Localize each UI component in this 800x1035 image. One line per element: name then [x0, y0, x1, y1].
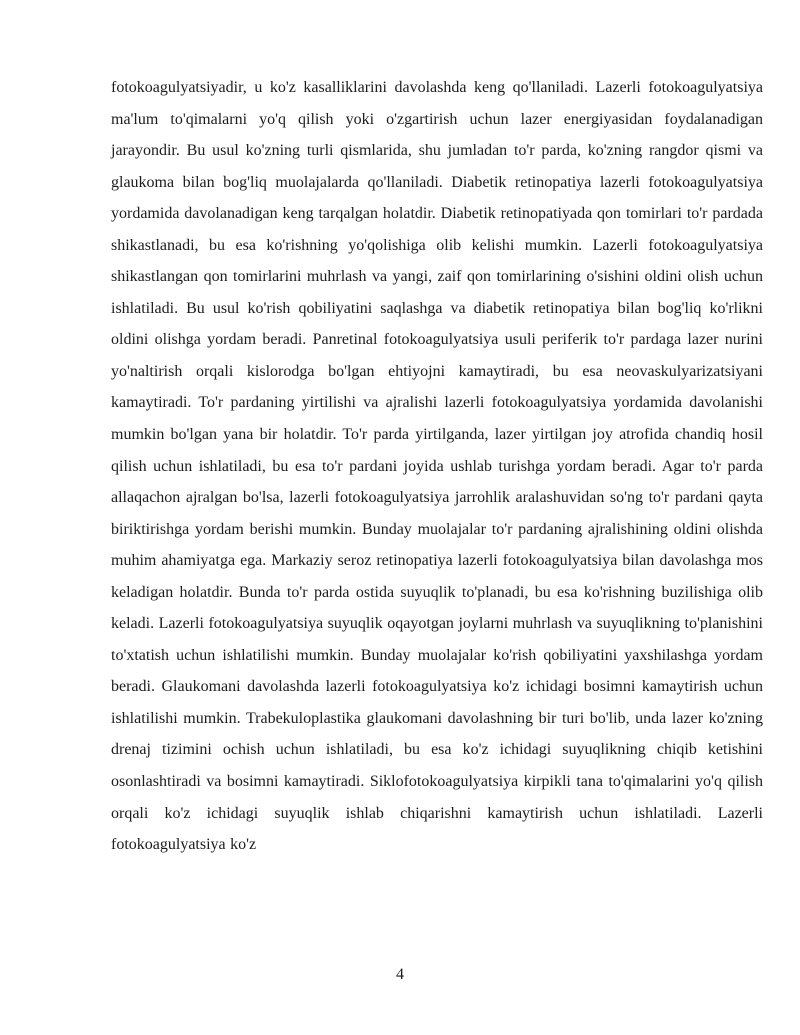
body-paragraph: fotokoagulyatsiyadir, u ko'z kasalliklarini davolashda keng qo'llaniladi. Lazerli fotokoagulyatsiya ma'lum to'qimalarni yo'q qilish yoki o'zgartirish uchun lazer energiyasidan foydalanadigan jarayondir. Bu usul ko'zning turli qismlarida, shu jumladan to'r parda, ko'zning rangdor qismi va glaukoma bilan bog'liq muolajalarda qo'llaniladi. Diabetik retinopatiya lazerli fotokoagulyatsiya yordamida davolanadigan keng tarqalgan holatdir. Diabetik retinopatiyada qon tomirlari to'r pardada shikastlanadi, bu esa ko'rishning yo'qolishiga olib kelishi mumkin. Lazerli fotokoagulyatsiya shikastlangan qon tomirlarini muhrlash va yangi, zaif qon tomirlarining o'sishini oldini olish uchun ishlatiladi. Bu usul ko'rish qobiliyatini saqlashga va diabetik retinopatiya bilan bog'liq ko'rlikni oldini olishga yordam beradi. Panretinal fotokoagulyatsiya usuli periferik to'r pardaga lazer nurini yo'naltirish orqali kislorodga bo'lgan ehtiyojni kamaytiradi, bu esa neovaskulyarizatsiyani kamaytiradi. To'r pardaning yirtilishi va ajralishi lazerli fotokoagulyatsiya yordamida davolanishi mumkin bo'lgan yana bir holatdir. To'r parda yirtilganda, lazer yirtilgan joy atrofida chandiq hosil qilish uchun ishlatiladi, bu esa to'r pardani joyida ushlab turishga yordam beradi. Agar to'r parda allaqachon ajralgan bo'lsa, lazerli fotokoagulyatsiya jarrohlik aralashuvidan so'ng to'r pardani qayta biriktirishga yordam berishi mumkin. Bunday muolajalar to'r pardaning ajralishining oldini olishda muhim ahamiyatga ega. Markaziy seroz retinopatiya lazerli fotokoagulyatsiya bilan davolashga mos keladigan holatdir. Bunda to'r parda ostida suyuqlik to'planadi, bu esa ko'rishning buzilishiga olib keladi. Lazerli fotokoagulyatsiya suyuqlik oqayotgan joylarni muhrlash va suyuqlikning to'planishini to'xtatish uchun ishlatilishi mumkin. Bunday muolajalar ko'rish qobiliyatini yaxshilashga yordam beradi. Glaukomani davolashda lazerli fotokoagulyatsiya ko'z ichidagi bosimni kamaytirish uchun ishlatilishi mumkin. Trabekuloplastika glaukomani davolashning bir turi bo'lib, unda lazer ko'zning drenaj tizimini ochish uchun ishlatiladi, bu esa ko'z ichidagi suyuqlikning chiqib ketishini osonlashtiradi va bosimni kamaytiradi. Siklofotokoagulyatsiya kirpikli tana to'qimalarini yo'q qilish orqali ko'z ichidagi suyuqlik ishlab chiqarishni kamaytirish uchun ishlatiladi. Lazerli fotokoagulyatsiya ko'z: [111, 79, 763, 854]
page-number: 4: [396, 966, 404, 983]
